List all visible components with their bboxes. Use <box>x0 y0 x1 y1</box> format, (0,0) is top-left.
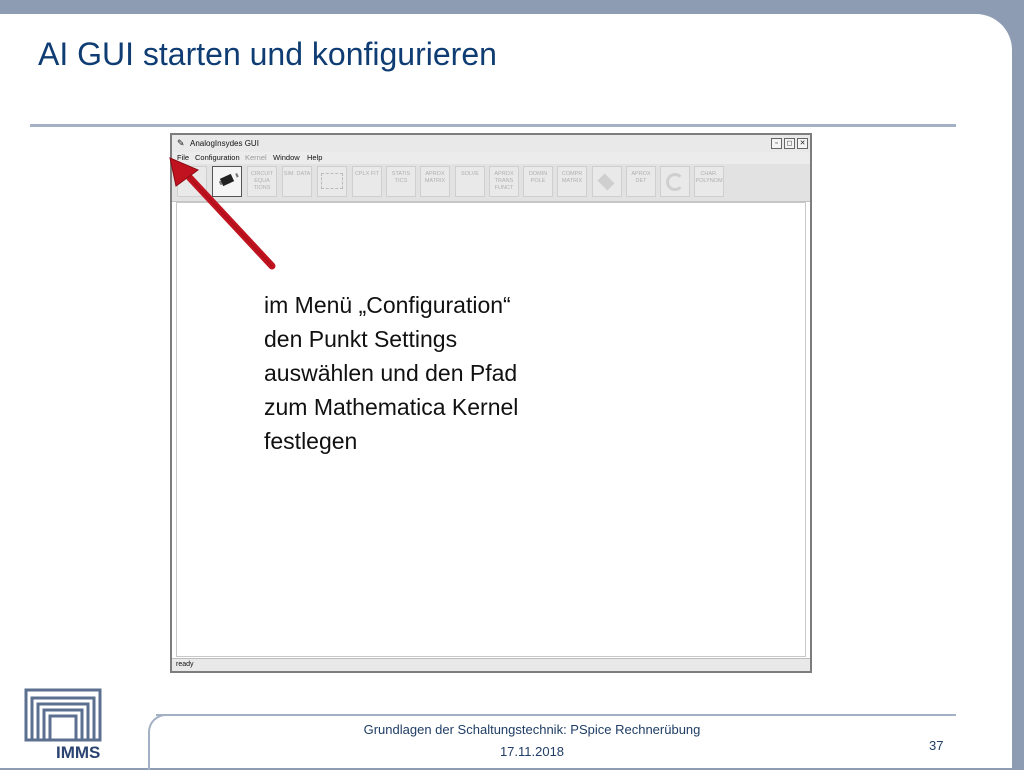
toolbar-button-sim-data[interactable]: SIM. DATA <box>282 166 312 197</box>
menu-file[interactable]: File <box>177 153 190 162</box>
instruction-line: festlegen <box>264 428 358 454</box>
toolbar-button-domin-pole[interactable]: DOMIN POLE <box>523 166 553 197</box>
toolbar-button-char-polynom[interactable]: CHAR. POLYNOM <box>694 166 724 197</box>
toolbar-button-compr-matrix[interactable]: COMPR MATRIX <box>557 166 587 197</box>
toolbar-button-statistics[interactable]: STATIS TICS <box>386 166 416 197</box>
minimize-button[interactable]: ▫ <box>771 138 782 149</box>
toolbar-button-circuit-equations[interactable]: CIRCUIT EQUA TIONS <box>247 166 277 197</box>
logo-text: IMMS <box>56 743 101 762</box>
page-number: 37 <box>929 738 944 753</box>
instruction-line: zum Mathematica Kernel <box>264 394 519 420</box>
instruction-line: den Punkt Settings <box>264 326 458 352</box>
close-button[interactable]: ✕ <box>797 138 808 149</box>
window-title: AnalogInsydes GUI <box>190 139 259 148</box>
menu-help[interactable]: Help <box>307 153 323 162</box>
instruction-text <box>264 288 518 458</box>
toolbar-button-aprox-trans-funct[interactable]: APROX TRANS FUNCT <box>489 166 519 197</box>
app-icon: ✎ <box>177 138 185 148</box>
status-bar: ready <box>172 658 810 671</box>
toolbar-button-solve[interactable]: SOLVE <box>455 166 485 197</box>
maximize-button[interactable]: ◻ <box>784 138 795 149</box>
menu-window[interactable]: Window <box>273 153 300 162</box>
footer-divider <box>156 714 956 716</box>
toolbar-button-aprox-det[interactable]: APROX DET <box>626 166 656 197</box>
slide-title: AI GUI starten und konfigurieren <box>38 36 497 72</box>
instruction-line: auswählen und den Pfad <box>264 360 518 386</box>
arrow-shaft-edge <box>190 178 272 266</box>
menu-configuration[interactable]: Configuration <box>195 153 240 162</box>
toolbar-button-aprox-matrix[interactable]: APROX MATRIX <box>420 166 450 197</box>
instruction-line: im Menü „Configuration“ <box>264 292 511 318</box>
footer-course: Grundlagen der Schaltungstechnik: PSpice Rechnerübung <box>363 722 701 737</box>
menu-kernel[interactable]: Kernel <box>245 153 267 162</box>
footer-date: 17.11.2018 <box>499 744 565 759</box>
toolbar-button-cplx-fit[interactable]: CPLX FIT <box>352 166 382 197</box>
